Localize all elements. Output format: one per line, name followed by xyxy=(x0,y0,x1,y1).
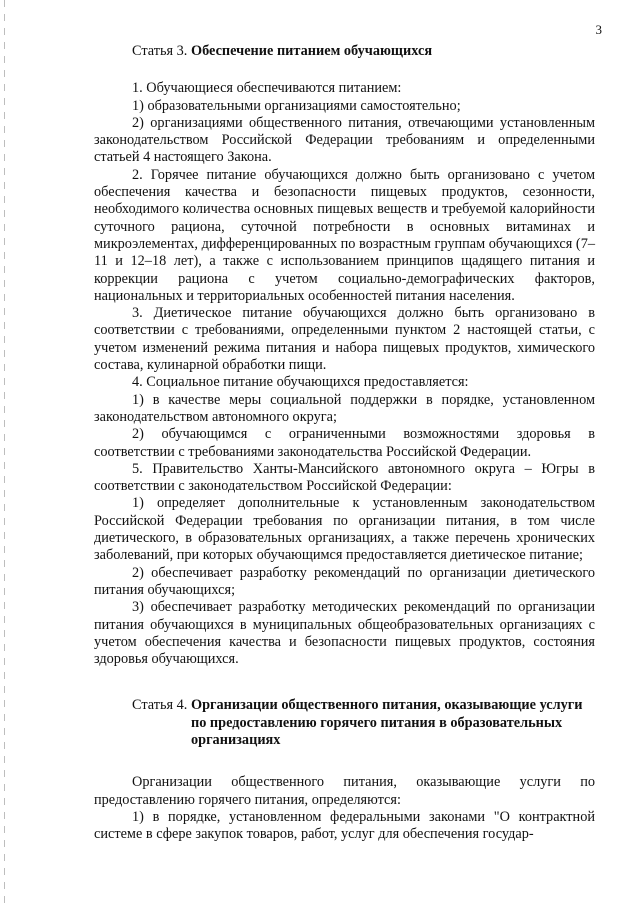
paragraph: 1) определяет дополнительные к установленным законодательством Российской Федерации требования по организации питания, в том числе диетического, в образовательных организациях, а также перечень хронических заболеваний, при которых обучающимся предоставляется диетическое питание; xyxy=(94,495,595,564)
paragraph: 2) организациями общественного питания, отвечающими установленным законодательством Российской Федерации требованиям и определенными статьей 4 настоящего Закона. xyxy=(94,114,595,166)
paragraph: 1. Обучающиеся обеспечиваются питанием: xyxy=(132,80,402,97)
paragraph: Организации общественного питания, оказывающие услуги по предоставлению горячего питания, определяются: xyxy=(94,774,595,808)
article-4-title: Организации общественного питания, оказывающие услуги по предоставлению горячего питания в образовательных организациях xyxy=(190,697,583,748)
paragraph: 2) обеспечивает разработку рекомендаций по организации диетического питания обучающихся; xyxy=(94,564,595,598)
paragraph: 1) в качестве меры социальной поддержки в порядке, установленном законодательством автономного округа; xyxy=(94,391,595,425)
article-4-prefix: Статья 4. xyxy=(132,697,188,714)
document-body xyxy=(94,43,595,843)
article-3-body xyxy=(94,80,595,668)
paragraph: 3. Диетическое питание обучающихся должно быть организовано в соответствии с требованиями, определенными пунктом 2 настоящей статьи, с учетом изменений режима питания и набора пищевых продуктов, химического состава, кулинарной обработки пищи. xyxy=(94,305,595,374)
paragraph: 3) обеспечивает разработку методических рекомендаций по организации питания обучающихся в муниципальных общеобразовательных организациях с учетом обеспечения качества и безопасности пищевых продуктов, состояния здоровья обучающихся. xyxy=(94,599,595,668)
scan-edge xyxy=(4,0,5,905)
page-number: 3 xyxy=(595,22,602,37)
article-3-prefix: Статья 3. xyxy=(132,43,188,59)
paragraph: 2) обучающимся с ограниченными возможностями здоровья в соответствии с требованиями законодательства Российской Федерации. xyxy=(94,426,595,460)
paragraph: 5. Правительство Ханты-Мансийского автономного округа – Югры в соответствии с законодательством Российской Федерации: xyxy=(94,460,595,495)
article-3-heading xyxy=(94,43,595,60)
paragraph: 2. Горячее питание обучающихся должно быть организовано с учетом обеспечения качества и безопасности пищевых продуктов, сезонности, необходимого количества основных пищевых веществ и требуемой калорийности суточного рациона, суточной потребности в основных витаминах и микроэлементах, дифференцированных по возрастным группам обучающихся (7–11 и 12–18 лет), а также с использованием принципов щадящего питания и коррекции рациона с учетом социально-демографических факторов, национальных и территориальных особенностей питания населения. xyxy=(94,166,595,304)
paragraph: 1) в порядке, установленном федеральными законами "О контрактной системе в сфере закупок товаров, работ, услуг для обеспечения государ- xyxy=(94,808,595,843)
paragraph: 1) образовательными организациями самостоятельно; xyxy=(132,97,461,114)
article-4-body xyxy=(94,774,595,843)
paragraph: 4. Социальное питание обучающихся предоставляется: xyxy=(132,374,469,391)
article-4-heading xyxy=(94,697,595,749)
article-3-title: Обеспечение питанием обучающихся xyxy=(190,43,433,59)
